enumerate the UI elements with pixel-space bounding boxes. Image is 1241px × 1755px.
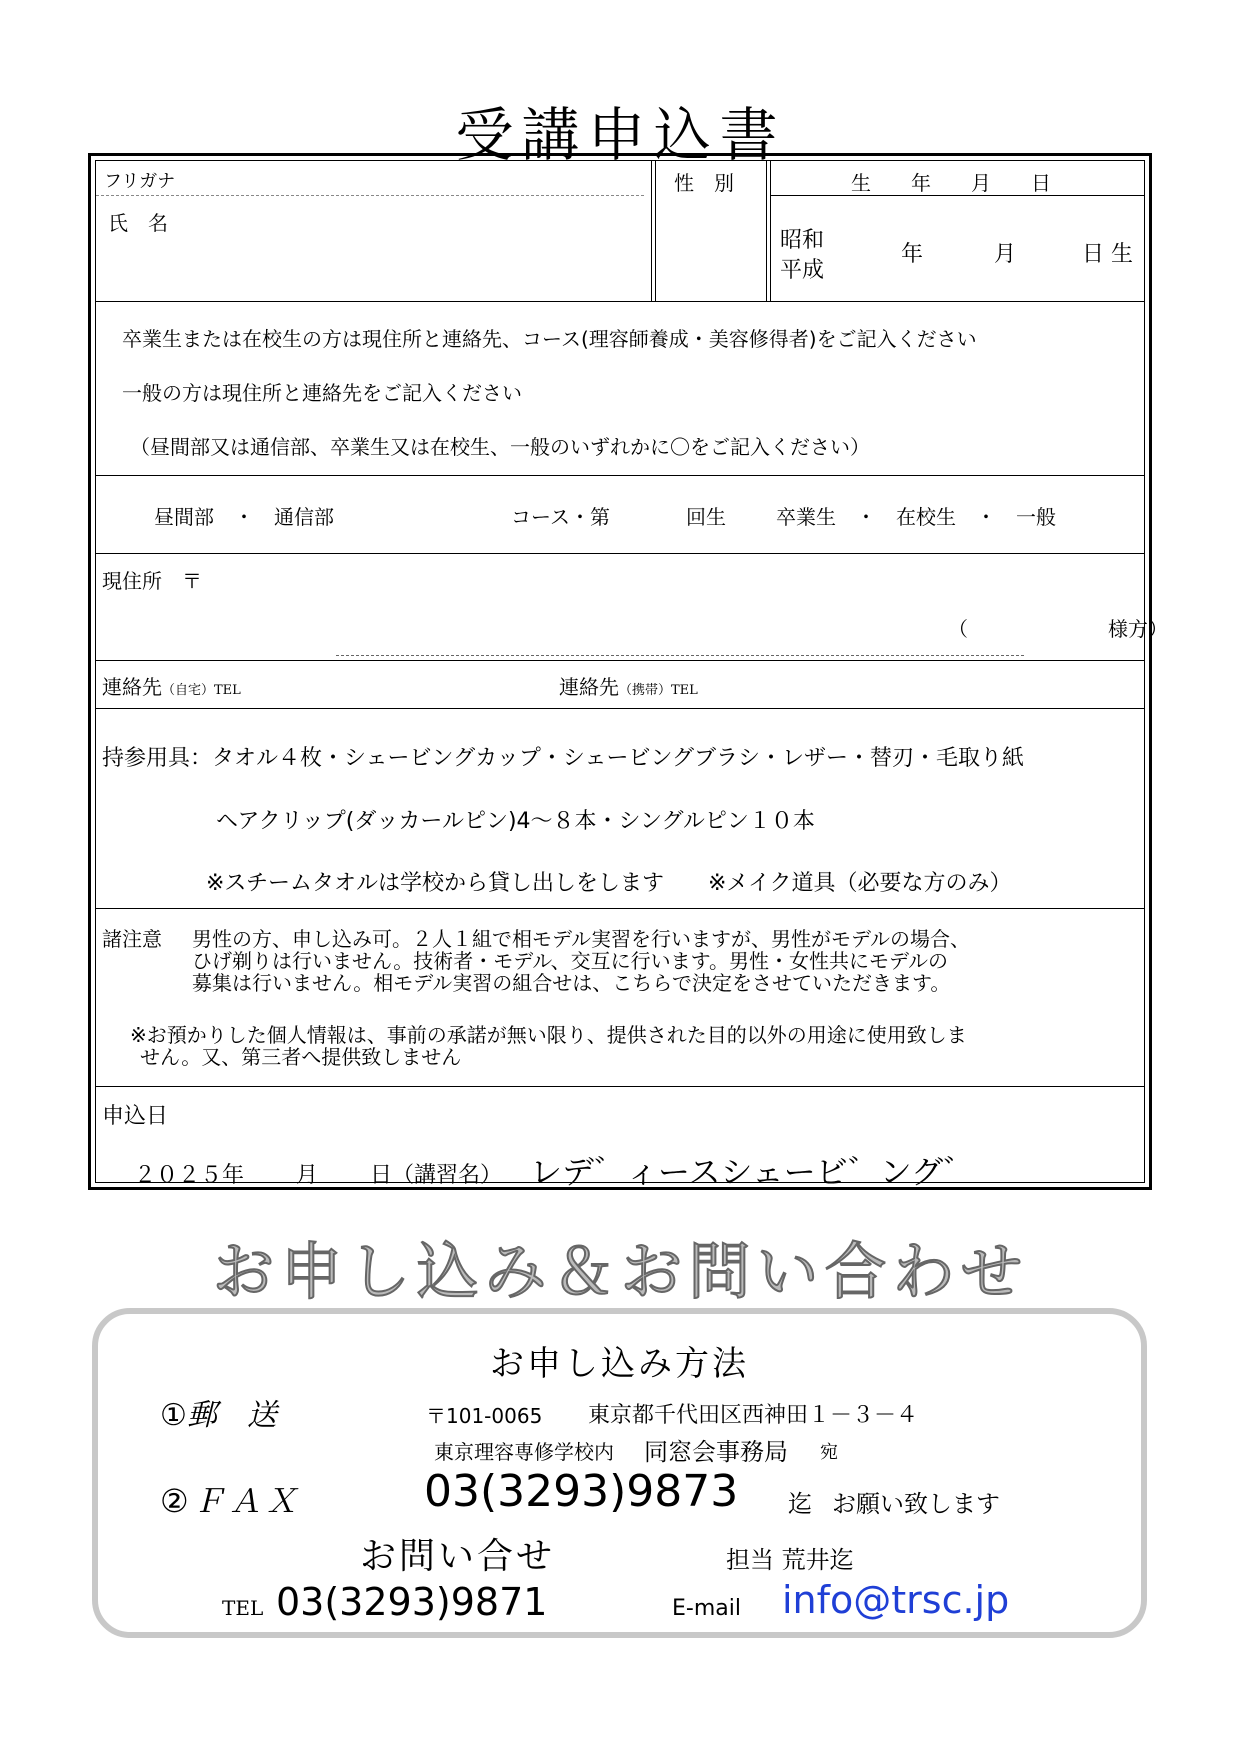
mobile-tel-label: TEL <box>671 683 698 698</box>
era-showa: 昭和 <box>780 228 825 253</box>
address: 東京都千代田区西神田１－３－４ <box>588 1403 919 1428</box>
school-name: 東京理容専修学校内 <box>434 1440 614 1464</box>
notes-text: 男性の方、申し込み可。２人１組で相モデル実習を行いますが、男性がモデルの場合、 <box>192 927 970 951</box>
divider <box>770 161 771 301</box>
divider <box>766 161 767 301</box>
divider <box>655 161 656 301</box>
office-suffix: 宛 <box>820 1442 838 1463</box>
division-options: 昼間部 ・ 通信部 <box>154 505 334 529</box>
course-name-field <box>512 1147 1052 1189</box>
items-text: ヘアクリップ(ダッカールピン)4～８本・シングルピン１０本 <box>216 809 815 834</box>
mobile-contact <box>559 671 698 700</box>
application-form <box>88 153 1168 1191</box>
privacy-text: せん。又、第三者へ提供致しません <box>140 1045 462 1069</box>
divider <box>651 161 652 301</box>
day-text: 日（講習名） <box>370 1163 503 1188</box>
office-name: 同窓会事務局 <box>644 1438 788 1466</box>
divider <box>96 301 1144 302</box>
divider <box>96 1086 1144 1087</box>
instruction-text: 卒業生または在校生の方は現住所と連絡先、コース(理容師養成・美容修得者)をご記入ください <box>122 327 977 351</box>
date-line <box>134 1147 1052 1189</box>
home-contact-note: （自宅） <box>162 683 215 698</box>
mobile-contact-label: 連絡先 <box>559 675 619 699</box>
method-heading: お申し込み方法 <box>490 1344 749 1384</box>
fax-request: お願い致します <box>832 1490 1000 1518</box>
era-heisei: 平成 <box>780 258 825 283</box>
home-contact <box>102 671 241 700</box>
mail-label: ①郵 送 <box>160 1398 277 1433</box>
instruction-text: 一般の方は現住所と連絡先をご記入ください <box>122 381 522 405</box>
date-label: 申込日 <box>102 1104 169 1129</box>
birth-day-label: 日 生 <box>1082 242 1133 267</box>
divider <box>96 908 1144 909</box>
name-label: 氏 名 <box>108 211 168 235</box>
furigana-label: フリガナ <box>104 171 176 192</box>
divider <box>96 708 1144 709</box>
notes-label: 諸注意 <box>102 927 162 951</box>
fax-label: ②ＦＡＸ <box>160 1482 301 1520</box>
term-label: 回生 <box>686 505 726 529</box>
items-text: ※スチームタオルは学校から貸し出しをします ※メイク道具（必要な方のみ） <box>206 871 1012 896</box>
items-text: 持参用具：タオル４枚・シェービングカップ・シェービングブラシ・レザー・替刃・毛取り紙 <box>102 746 1025 771</box>
page-title: 受講申込書 <box>455 101 786 169</box>
mobile-contact-note: （携帯） <box>619 683 672 698</box>
divider <box>96 660 1144 661</box>
month-text: 月 <box>296 1163 319 1188</box>
year-text: ２０２５年 <box>134 1163 245 1188</box>
email-address[interactable]: info@trsc.jp <box>782 1578 1010 1622</box>
instruction-text: （昼間部又は通信部、卒業生又は在校生、一般のいずれかに〇をご記入ください） <box>130 435 870 459</box>
birth-year-label: 年 <box>901 242 924 267</box>
divider <box>96 553 1144 554</box>
month-blank <box>244 1161 296 1189</box>
fax-suffix: 迄 <box>788 1490 812 1518</box>
care-of-label: （ 様方） <box>948 617 1168 641</box>
contact-box <box>92 1308 1147 1638</box>
tel-number: 03(3293)9871 <box>276 1580 548 1624</box>
tel-label: TEL <box>222 1596 264 1620</box>
day-blank <box>318 1161 370 1189</box>
postal-code: 〒101-0065 <box>426 1404 543 1428</box>
email-label: E-mail <box>672 1596 741 1621</box>
course-label: コース・第 <box>511 505 610 529</box>
divider <box>96 475 1144 476</box>
fax-number: 03(3293)9873 <box>424 1466 739 1517</box>
birth-header: 生 年 月 日 <box>851 171 1051 195</box>
privacy-text: ※お預かりした個人情報は、事前の承諾が無い限り、提供された目的以外の用途に使用致しま <box>130 1023 967 1047</box>
course-name: レデ゛ィースシェービ゛ング゛ <box>530 1153 976 1191</box>
address-label: 現住所 〒 <box>102 569 202 593</box>
contact-heading: お申し込み＆お問い合わせ <box>212 1235 1029 1308</box>
birth-month-label: 月 <box>994 242 1017 267</box>
notes-text: ひげ剃りは行いません。技術者・モデル、交互に行います。男性・女性共にモデルの <box>192 949 948 973</box>
home-tel-label: TEL <box>214 683 241 698</box>
notes-text: 募集は行いません。相モデル実習の組合せは、こちらで決定をさせていただきます。 <box>192 971 951 995</box>
inquiry-heading: お問い合せ <box>360 1536 556 1577</box>
divider <box>336 655 1024 656</box>
status-options: 卒業生 ・ 在校生 ・ 一般 <box>776 505 1056 529</box>
home-contact-label: 連絡先 <box>102 675 162 699</box>
inquiry-person: 担当 荒井迄 <box>726 1546 854 1574</box>
divider <box>96 195 644 196</box>
gender-label: 性 別 <box>674 171 734 195</box>
